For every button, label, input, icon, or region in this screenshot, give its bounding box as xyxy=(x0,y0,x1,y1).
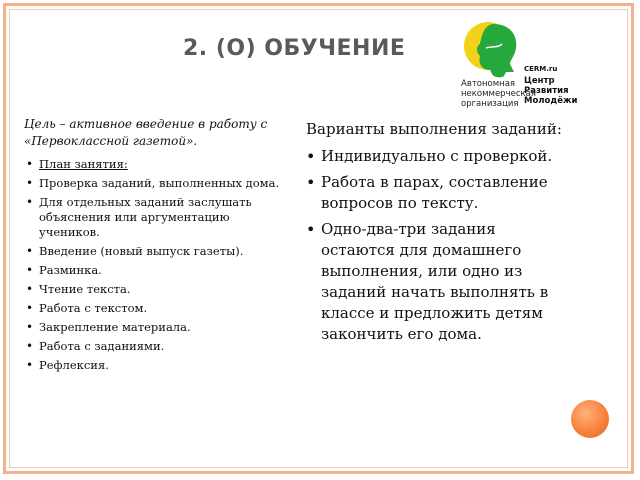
list-item: • Рефлексия. xyxy=(24,358,290,373)
logo-brand-line: Центр xyxy=(524,76,555,86)
list-item: • Для отдельных заданий заслушать объяснения или аргументацию учеников. xyxy=(24,195,290,240)
logo-caption xyxy=(461,79,536,109)
list-item: • Индивидуально с проверкой. xyxy=(306,146,566,167)
list-item: • Проверка заданий, выполненных дома. xyxy=(24,176,290,191)
list-item: • Работа с заданиями. xyxy=(24,339,290,354)
logo-brand-line: Молодёжи xyxy=(524,96,578,106)
list-item: • Закрепление материала. xyxy=(24,320,290,335)
task-variants-column xyxy=(306,119,566,350)
logo-caption-line: некоммерческая xyxy=(461,89,536,99)
lesson-plan-column xyxy=(24,116,290,377)
slide-title: 2. (О) ОБУЧЕНИЕ xyxy=(183,36,406,61)
list-item: • Разминка. xyxy=(24,263,290,278)
list-item: • Чтение текста. xyxy=(24,282,290,297)
logo-caption-line: Автономная xyxy=(461,79,516,89)
list-item: • Одно-два-три задания остаются для домашнего выполнения, или одно из заданий начать выполнять в классе и предложить детям закончить его дома. xyxy=(306,219,566,345)
list-item: • Введение (новый выпуск газеты). xyxy=(24,244,290,259)
logo-caption-line: организация xyxy=(461,99,519,109)
lesson-plan-list xyxy=(24,157,290,373)
decorative-orange-circle xyxy=(571,400,609,438)
list-item: • Работа в парах, составление вопросов по тексту. xyxy=(306,172,566,214)
lesson-goal: Цель – активное введение в работу с «Первоклассной газетой». xyxy=(24,117,268,148)
list-item: • Работа с текстом. xyxy=(24,301,290,316)
variants-list xyxy=(306,146,566,345)
logo-domain: CERM.ru xyxy=(524,65,558,73)
variants-heading: Варианты выполнения заданий: xyxy=(306,120,562,138)
plan-heading: План занятия: xyxy=(39,157,128,171)
list-item xyxy=(24,157,290,172)
logo-brand-line: Развития xyxy=(524,86,569,96)
